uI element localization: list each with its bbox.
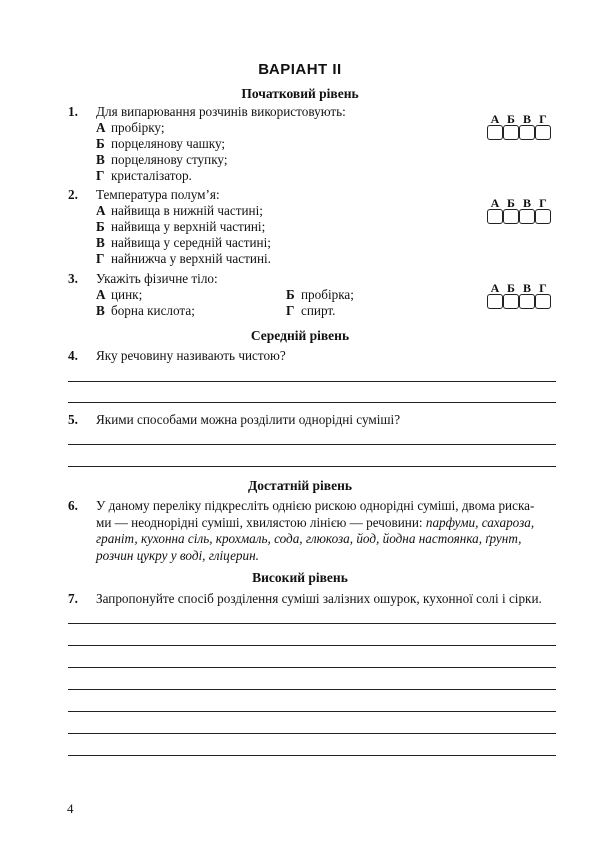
question-number: 5.	[68, 412, 78, 427]
answer-line[interactable]	[68, 689, 556, 690]
question-text: Укажіть фізичне тіло:	[96, 271, 218, 286]
answer-line[interactable]	[68, 466, 556, 467]
level-heading-high: Високий рівень	[252, 570, 348, 585]
answer-box-d[interactable]	[535, 209, 551, 224]
question-3	[68, 271, 398, 319]
answer-line[interactable]	[68, 667, 556, 668]
level-heading-middle: Середній рівень	[250, 328, 350, 343]
option-a: А цинк;	[96, 287, 143, 302]
option-b: Б порцелянову чашку;	[96, 136, 226, 151]
answer-grid-3: А Б В Г	[487, 282, 551, 309]
option-b: Б пробірка;	[286, 287, 354, 302]
answer-box-c[interactable]	[519, 125, 535, 140]
option-c: В порцелянову ступку;	[96, 152, 228, 167]
answer-grid-1: А Б В Г	[487, 113, 551, 140]
answer-box-c[interactable]	[519, 209, 535, 224]
page-title: ВАРІАНТ ІІ	[258, 61, 342, 78]
question-4	[68, 348, 286, 364]
answer-box-c[interactable]	[519, 294, 535, 309]
answer-line[interactable]	[68, 444, 556, 445]
answer-box-a[interactable]	[487, 294, 503, 309]
question-number: 3.	[68, 271, 78, 286]
question-number: 1.	[68, 104, 78, 119]
answer-box-d[interactable]	[535, 294, 551, 309]
question-1	[68, 104, 346, 184]
question-text: Для випарювання розчинів використовують:	[96, 104, 346, 119]
answer-line[interactable]	[68, 733, 556, 734]
answer-box-b[interactable]	[503, 125, 519, 140]
answer-line[interactable]	[68, 755, 556, 756]
question-number: 2.	[68, 187, 78, 202]
option-b: Б найвища у верхній частині;	[96, 219, 266, 234]
option-c: В найвища у середній частині;	[96, 235, 271, 250]
question-number: 4.	[68, 348, 78, 363]
answer-box-b[interactable]	[503, 294, 519, 309]
question-5	[68, 412, 400, 428]
option-d: Г найнижча у верхній частині.	[96, 251, 271, 266]
question-number: 7.	[68, 591, 78, 606]
question-2	[68, 187, 271, 267]
question-text: Запропонуйте спосіб розділення суміші залізних ошурок, кухонної солі і сірки.	[96, 591, 542, 606]
answer-box-b[interactable]	[503, 209, 519, 224]
page-number: 4	[67, 801, 74, 816]
question-6	[68, 498, 556, 564]
level-heading-sufficient: Достатній рівень	[248, 478, 352, 493]
question-number: 6.	[68, 498, 78, 513]
question-text: Якими способами можна розділити однорідні суміші?	[96, 412, 401, 427]
answer-grid-2: А Б В Г	[487, 197, 551, 224]
question-text: Яку речовину називають чистою?	[96, 348, 286, 363]
answer-line[interactable]	[68, 645, 556, 646]
answer-line[interactable]	[68, 402, 556, 403]
option-a: А найвища в нижній частині;	[96, 203, 263, 218]
answer-box-a[interactable]	[487, 125, 503, 140]
option-d: Г спирт.	[286, 303, 336, 318]
level-heading-initial: Початковий рівень	[241, 86, 359, 101]
option-c: В борна кислота;	[96, 303, 195, 318]
answer-line[interactable]	[68, 381, 556, 382]
question-text: У даному переліку підкресліть однією рискою однорідні суміші, двома риска- ми — неоднорідні суміші, хвилястою лінією — речовини: парфуми, сахароза, граніт, кухонна сіль, крохмаль, сода, глюкоза, йод, йодна настоянка, ґрунт, розчин цукру у воді, гліцерин.	[96, 498, 535, 563]
question-text: Температура полум’я:	[96, 187, 220, 202]
question-7	[68, 591, 542, 607]
answer-box-d[interactable]	[535, 125, 551, 140]
answer-line[interactable]	[68, 623, 556, 624]
option-d: Г кристалізатор.	[96, 168, 192, 183]
option-a: А пробірку;	[96, 120, 165, 135]
answer-line[interactable]	[68, 711, 556, 712]
answer-box-a[interactable]	[487, 209, 503, 224]
